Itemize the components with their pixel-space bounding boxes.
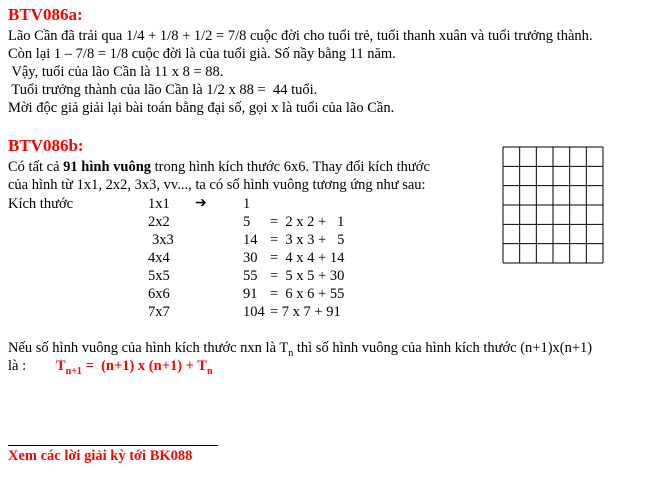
count-cell: 55 bbox=[243, 268, 258, 284]
conclusion-text: thì số hình vuông của hình kích thước (n+1)x(n+1) bbox=[293, 340, 593, 356]
formula-body: = (n+1) x (n+1) + T bbox=[81, 358, 207, 374]
count-cell: 5 bbox=[243, 214, 251, 230]
section-a-line: Tuổi trưởng thành của lão Cần là 1/2 x 88 = 44 tuổi. bbox=[8, 82, 318, 98]
conclusion-subscript: n bbox=[288, 347, 294, 359]
section-b-intro-line2: của hình từ 1x1, 2x2, 3x3, vv..., ta có số hình vuông tương ứng như sau: bbox=[8, 177, 426, 193]
size-cell: 7x7 bbox=[148, 304, 170, 320]
count-cell: 14 bbox=[243, 232, 258, 248]
section-a-line: Còn lại 1 – 7/8 = 1/8 cuộc đời là của tuổi già. Số nầy bằng 11 năm. bbox=[8, 46, 396, 62]
six-by-six-grid bbox=[502, 146, 604, 264]
count-cell: 104 bbox=[243, 304, 265, 320]
formula-cell: = 5 x 5 + 30 bbox=[270, 268, 345, 284]
size-cell: 3x3 bbox=[152, 232, 174, 248]
size-cell: 5x5 bbox=[148, 268, 170, 284]
section-a-line: Vậy, tuổi của lão Cần là 11 x 8 = 88. bbox=[8, 64, 224, 80]
section-a-line: Lão Cần đã trải qua 1/4 + 1/8 + 1/2 = 7/8 cuộc đời cho tuổi trẻ, tuổi thanh xuân và tuổi trưởng thành. bbox=[8, 28, 593, 44]
formula-subscript: n bbox=[206, 365, 213, 377]
formula-cell: = 3 x 3 + 5 bbox=[270, 232, 345, 248]
formula-t: T bbox=[56, 358, 66, 374]
recurrence-formula bbox=[56, 358, 213, 380]
count-cell: 91 bbox=[243, 286, 258, 302]
formula-cell: = 4 x 4 + 14 bbox=[270, 250, 345, 266]
size-cell: 2x2 bbox=[148, 214, 170, 230]
la-label: là : bbox=[8, 358, 27, 374]
right-arrow-icon: ➔ bbox=[195, 196, 207, 211]
size-label: Kích thước bbox=[8, 196, 74, 212]
formula-cell: = 7 x 7 + 91 bbox=[270, 304, 341, 320]
formula-cell: = 2 x 2 + 1 bbox=[270, 214, 345, 230]
section-a-line: Mời độc giả giải lại bài toán bằng đại số, gọi x là tuổi của lão Cần. bbox=[8, 100, 395, 116]
conclusion-text: Nếu số hình vuông của hình kích thước nxn là T bbox=[8, 340, 289, 356]
intro-bold-count: 91 hình vuông bbox=[63, 159, 152, 175]
section-a-heading: BTV086a: bbox=[8, 5, 83, 24]
formula-cell: = 6 x 6 + 55 bbox=[270, 286, 345, 302]
section-b-heading: BTV086b: bbox=[8, 136, 84, 155]
intro-text: trong hình kích thước 6x6. Thay đổi kích thước bbox=[151, 159, 430, 175]
next-solutions-link[interactable]: Xem các lời giải kỳ tới BK088 bbox=[8, 448, 193, 464]
intro-text: Có tất cả bbox=[8, 159, 64, 175]
size-cell: 1x1 bbox=[148, 196, 170, 212]
footer-divider bbox=[8, 445, 218, 446]
count-cell: 1 bbox=[243, 196, 251, 212]
section-b-intro bbox=[8, 159, 430, 176]
size-cell: 4x4 bbox=[148, 250, 170, 266]
formula-subscript: n+1 bbox=[65, 365, 82, 377]
size-cell: 6x6 bbox=[148, 286, 170, 302]
count-cell: 30 bbox=[243, 250, 258, 266]
